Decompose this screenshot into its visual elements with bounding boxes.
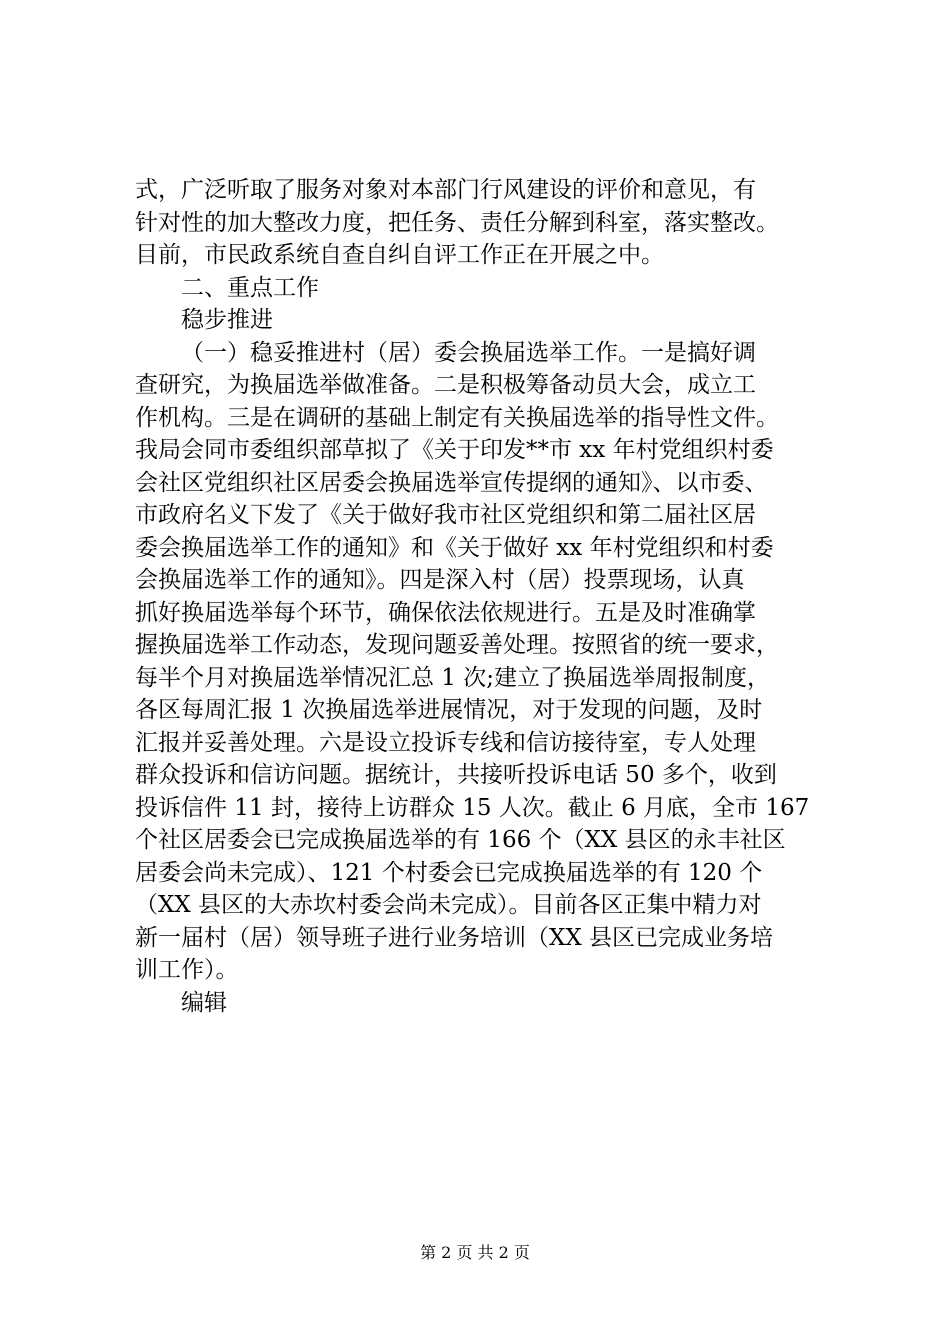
- subheading: 稳步推进: [181, 307, 273, 333]
- paragraph-line: 各区每周汇报 1 次换届选举进展情况，对于发现的问题，及时: [135, 697, 763, 723]
- paragraph-line: 我局会同市委组织部草拟了《关于印发**市 xx 年村党组织村委: [135, 437, 774, 463]
- paragraph-line: 委会换届选举工作的通知》和《关于做好 xx 年村党组织和村委: [135, 534, 774, 561]
- paragraph-line: 针对性的加大整改力度，把任务、责任分解到科室，落实整改。: [135, 209, 779, 236]
- paragraph-line: 作机构。三是在调研的基础上制定有关换届选举的指导性文件。: [135, 404, 779, 431]
- paragraph-line: 会换届选举工作的通知》。四是深入村（居）投票现场，认真: [135, 567, 745, 593]
- page-footer: 第 2 页 共 2 页: [420, 1243, 530, 1262]
- paragraph-line: 每半个月对换届选举情况汇总 1 次;建立了换届选举周报制度，: [135, 664, 771, 691]
- paragraph-line: 新一届村（居）领导班子进行业务培训（XX 县区已完成业务培: [135, 924, 774, 951]
- paragraph-line: 居委会尚未完成）、121 个村委会已完成换届选举的有 120 个: [135, 859, 763, 886]
- paragraph-line: 训工作）。: [135, 957, 239, 983]
- editor-label: 编辑: [181, 989, 227, 1016]
- paragraph-line: 个社区居委会已完成换届选举的有 166 个（XX 县区的永丰社区: [135, 827, 786, 853]
- paragraph-line: （XX 县区的大赤坎村委会尚未完成）。目前各区正集中精力对: [135, 892, 762, 918]
- paragraph-line: 汇报并妥善处理。六是设立投诉专线和信访接待室，专人处理: [135, 729, 756, 756]
- paragraph-line: 抓好换届选举每个环节，确保依法依规进行。五是及时准确掌: [135, 599, 756, 626]
- paragraph-line: 会社区党组织社区居委会换届选举宣传提纲的通知》、以市委、: [135, 469, 768, 496]
- section-heading: 二、重点工作: [181, 274, 319, 301]
- paragraph-line: 市政府名义下发了《关于做好我市社区党组织和第二届社区居: [135, 502, 756, 528]
- paragraph-line: 握换届选举工作动态，发现问题妥善处理。按照省的统一要求，: [135, 632, 779, 658]
- paragraph-line: （一）稳妥推进村（居）委会换届选举工作。一是搞好调: [181, 339, 756, 366]
- paragraph-line: 投诉信件 11 封，接待上访群众 15 人次。截止 6 月底，全市 167: [135, 794, 810, 821]
- paragraph-line: 式，广泛听取了服务对象对本部门行风建设的评价和意见，有: [135, 177, 756, 203]
- paragraph-line: 目前，市民政系统自查自纠自评工作正在开展之中。: [135, 242, 664, 268]
- paragraph-line: 查研究，为换届选举做准备。二是积极筹备动员大会，成立工: [135, 372, 756, 398]
- paragraph-line: 群众投诉和信访问题。据统计，共接听投诉电话 50 多个，收到: [135, 762, 777, 788]
- document-body: [135, 174, 850, 1019]
